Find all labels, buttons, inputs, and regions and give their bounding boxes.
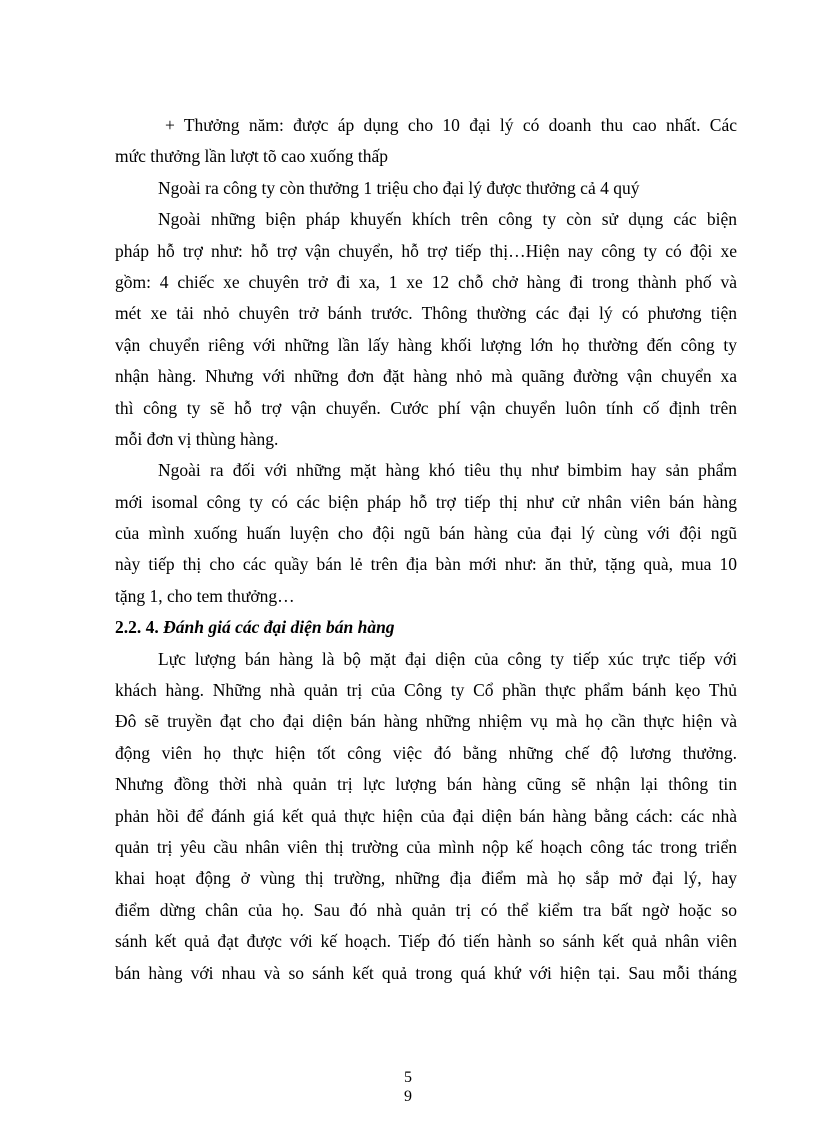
paragraph-ho-tro-line-5: vận chuyển riêng với những lần lấy hàng khối lượng lớn họ thường đến công ty	[115, 334, 737, 355]
paragraph-danh-gia-line-1: Lực lượng bán hàng là bộ mặt đại diện của công ty tiếp xúc trực tiếp với	[158, 648, 737, 669]
section-number: 2.2. 4.	[115, 617, 159, 638]
paragraph-danh-gia-line-7: quản trị yêu cầu nhân viên thị trường của mình nộp kế hoạch công tác trong triển	[115, 836, 737, 857]
document-page	[115, 110, 737, 989]
paragraph-danh-gia-line-6: phản hồi để đánh giá kết quả thực hiện của đại diện bán hàng bằng cách: các nhà	[115, 805, 737, 826]
paragraph-danh-gia-line-9: điểm dừng chân của họ. Sau đó nhà quản trị có thể kiểm tra bất ngờ hoặc so	[115, 899, 737, 920]
paragraph-danh-gia-line-8: khai hoạt động ở vùng thị trường, những địa điểm mà họ sắp mở đại lý, hay	[115, 868, 737, 889]
section-title: Đánh giá các đại diện bán hàng	[163, 617, 395, 638]
paragraph-danh-gia-line-5: Nhưng đồng thời nhà quản trị lực lượng bán hàng cũng sẽ nhận lại thông tin	[115, 774, 737, 795]
paragraph-tiep-thi-line-5: tặng 1, cho tem thưởng…	[115, 585, 295, 606]
paragraph-ho-tro-line-8: mỗi đơn vị thùng hàng.	[115, 428, 279, 449]
page-number-line-2: 9	[404, 1088, 412, 1105]
paragraph-ho-tro-line-1: Ngoài những biện pháp khuyến khích trên công ty còn sử dụng các biện	[158, 209, 737, 230]
page-number	[0, 1068, 816, 1106]
paragraph-danh-gia-line-11: bán hàng với nhau và so sánh kết quả trong quá khứ với hiện tại. Sau mỗi tháng	[115, 962, 737, 983]
paragraph-ho-tro-line-6: nhận hàng. Nhưng với những đơn đặt hàng nhỏ mà quãng đường vận chuyển xa	[115, 366, 737, 387]
paragraph-tiep-thi-line-3: của mình xuống huấn luyện cho đội ngũ bán hàng của đại lý cùng với đội ngũ	[115, 523, 737, 544]
paragraph-tiep-thi-line-2: mới isomal công ty có các biện pháp hỗ trợ tiếp thị như cử nhân viên bán hàng	[115, 491, 737, 512]
paragraph-danh-gia-line-4: động viên họ thực hiện tốt công việc đó bằng những chế độ lương thưởng.	[115, 742, 737, 763]
page-number-line-1: 5	[404, 1069, 412, 1086]
paragraph-thuong-nam-line-1: + Thưởng năm: được áp dụng cho 10 đại lý có doanh thu cao nhất. Các	[165, 115, 737, 135]
paragraph-danh-gia-line-2: khách hàng. Những nhà quản trị của Công ty Cổ phần thực phẩm bánh kẹo Thủ	[115, 680, 737, 701]
paragraph-tiep-thi-line-4: này tiếp thị cho các quầy bán lẻ trên địa bàn mới như: ăn thử, tặng quà, mua 10	[115, 554, 737, 575]
paragraph-ho-tro-line-2: pháp hỗ trợ như: hỗ trợ vận chuyển, hỗ trợ tiếp thị…Hiện nay công ty có đội xe	[115, 240, 737, 261]
paragraph-thuong-4-quy-line-1: Ngoài ra công ty còn thưởng 1 triệu cho đại lý được thưởng cả 4 quý	[158, 177, 640, 198]
paragraph-danh-gia-line-10: sánh kết quả đạt được với kế hoạch. Tiếp đó tiến hành so sánh kết quả nhân viên	[115, 931, 737, 952]
paragraph-ho-tro-line-3: gồm: 4 chiếc xe chuyên trở đi xa, 1 xe 12 chỗ chở hàng đi trong thành phố và	[115, 271, 737, 292]
section-heading	[115, 612, 737, 643]
paragraph-tiep-thi-line-1: Ngoài ra đối với những mặt hàng khó tiêu thụ như bimbim hay sản phẩm	[158, 460, 737, 481]
paragraph-ho-tro-line-7: thì công ty sẽ hỗ trợ vận chuyển. Cước phí vận chuyển luôn tính cố định trên	[115, 397, 737, 418]
paragraph-thuong-nam-line-2: mức thưởng lần lượt tõ cao xuống thấp	[115, 146, 388, 167]
paragraph-ho-tro-line-4: mét xe tải nhỏ chuyên trở bánh trước. Thông thường các đại lý có phương tiện	[115, 303, 737, 324]
paragraph-danh-gia-line-3: Đô sẽ truyền đạt cho đại diện bán hàng những nhiệm vụ mà họ cần thực hiện và	[115, 711, 737, 732]
